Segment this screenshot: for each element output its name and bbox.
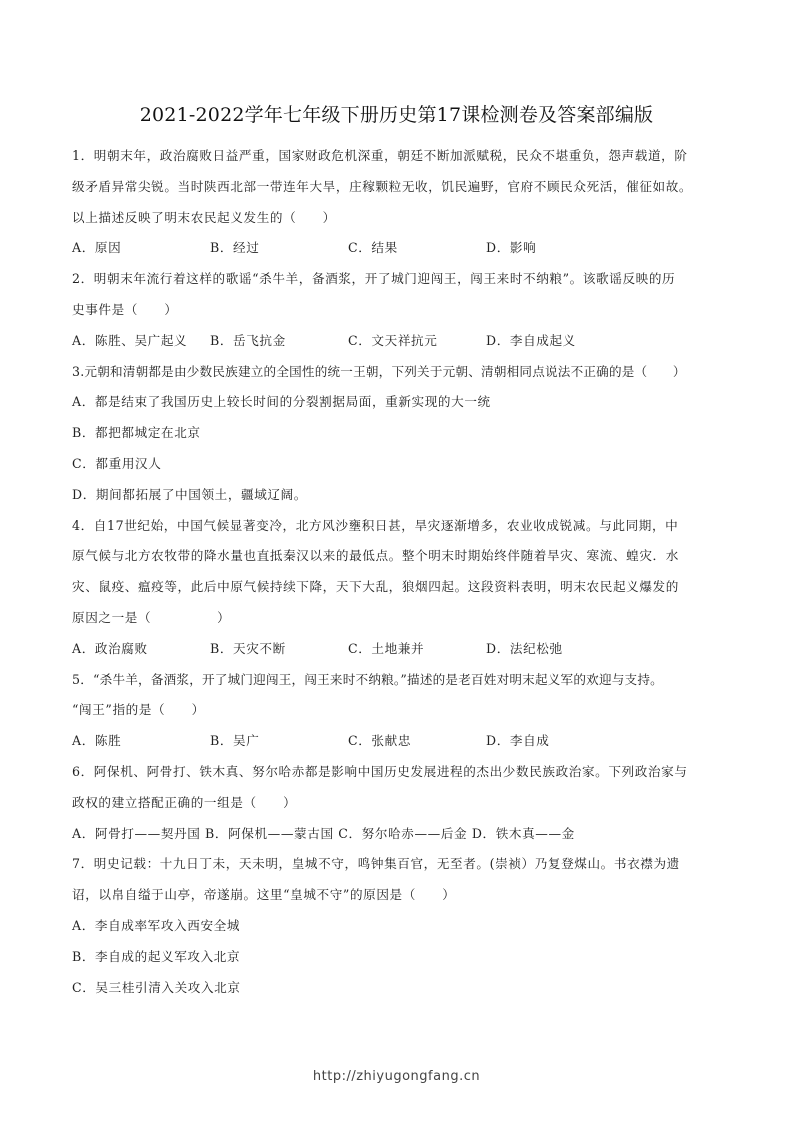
option-d: D．影响	[486, 240, 537, 256]
option-b: B．经过	[210, 240, 260, 256]
question-text: 诏，以帛自缢于山亭，帝遂崩。这里“皇城不守”的原因是（ ）	[72, 887, 456, 903]
question-text: 原气候与北方农牧带的降水量也直抵秦汉以来的最低点。整个明末时期始终伴随着旱灾、寒流、蝗灾．水	[72, 548, 679, 564]
option-c: C．都重用汉人	[72, 455, 162, 471]
option-a: A．陈胜	[72, 733, 122, 749]
question-text: 灾、鼠疫、瘟疫等，此后中原气候持续下降，天下大乱，狼烟四起。这段资料表明，明末农民起义爆发的	[72, 579, 679, 595]
option-b: B．吴广	[210, 733, 260, 749]
option-a: A．都是结束了我国历史上较长时间的分裂割据局面，重新实现的大一统	[72, 394, 491, 410]
option-b: B．天灾不断	[210, 640, 286, 656]
question-3	[72, 357, 724, 511]
footer-url: http://zhiyugongfang.cn	[312, 1069, 481, 1084]
option-d: D．法纪松弛	[486, 640, 563, 656]
question-5	[72, 665, 724, 757]
question-text: 级矛盾异常尖锐。当时陕西北部一带连年大旱，庄稼颗粒无收，饥民遍野，官府不顾民众死活，催征如故。	[72, 178, 693, 194]
option-c: C．土地兼并	[348, 640, 425, 656]
answer-options	[72, 326, 724, 357]
answer-options	[72, 726, 724, 757]
question-4	[72, 511, 724, 665]
question-text: 史事件是（ ）	[72, 301, 178, 317]
question-1	[72, 141, 724, 264]
option-d: D．李自成起义	[486, 332, 576, 348]
option-a: A．陈胜、吴广起义	[72, 332, 188, 348]
option-c: C．文天祥抗元	[348, 332, 438, 348]
page-title: 2021-2022学年七年级下册历史第17课检测卷及答案部编版	[139, 104, 654, 126]
question-text: 4．自17世纪始，中国气候显著变冷，北方风沙壅积日甚，旱灾逐渐增多，农业收成锐减。与此同期，中	[72, 517, 679, 533]
question-text: 5．“杀牛羊，备酒浆，开了城门迎闯王，闯王来时不纳粮。”描述的是老百姓对明末起义军的欢迎与支持。	[72, 671, 663, 687]
question-text: 原因之一是（ ）	[72, 609, 231, 625]
option-c: C．结果	[348, 240, 398, 256]
question-text: 3.元朝和清朝都是由少数民族建立的全国性的统一王朝，下列关于元朝、清朝相同点说法不正确的是（ ）	[72, 363, 686, 379]
option-d: D．期间都拓展了中国领土，疆域辽阔。	[72, 486, 307, 502]
question-text: 政权的建立搭配正确的一组是（ ）	[72, 794, 297, 810]
question-6	[72, 757, 724, 849]
option-b: B．李自成的起义军攻入北京	[72, 948, 241, 964]
answer-options	[72, 233, 724, 264]
question-text: 以上描述反映了明末农民起义发生的（ ）	[72, 209, 336, 225]
question-text: 1．明朝末年，政治腐败日益严重，国家财政危机深重，朝廷不断加派赋税，民众不堪重负，怨声载道，阶	[72, 148, 688, 163]
option-c: C．张献忠	[348, 733, 412, 749]
question-text: 6．阿保机、阿骨打、铁木真、努尔哈赤都是影响中国历史发展进程的杰出少数民族政治家。下列政治家与	[72, 763, 688, 779]
option-a: A．原因	[72, 240, 122, 256]
option-c: C．吴三桂引清入关攻入北京	[72, 979, 241, 995]
option-b: B．岳飞抗金	[210, 332, 286, 348]
question-list	[72, 141, 724, 1003]
option-d: D．李自成	[486, 733, 550, 749]
option-b: B．都把都城定在北京	[72, 425, 201, 441]
question-text: 2．明朝末年流行着这样的歌谣“杀牛羊，备酒浆，开了城门迎闯王，闯王来时不纳粮”。该歌谣反映的历	[72, 271, 676, 287]
question-2	[72, 264, 724, 356]
question-text: 7．明史记载：十九日丁未，天未明，皇城不守，鸣钟集百官，无至者。(崇祯）乃复登煤山。书衣襟为遗	[72, 856, 680, 872]
option-a: A．李自成率军攻入西安全城	[72, 917, 241, 933]
answer-options: A．阿骨打——契丹国 B．阿保机——蒙古国 C．努尔哈赤——后金 D．铁木真——金	[72, 825, 575, 841]
option-a: A．政治腐败	[72, 640, 148, 656]
answer-options	[72, 634, 724, 665]
question-text: “闯王”指的是（ ）	[72, 702, 205, 718]
question-7	[72, 849, 724, 1003]
